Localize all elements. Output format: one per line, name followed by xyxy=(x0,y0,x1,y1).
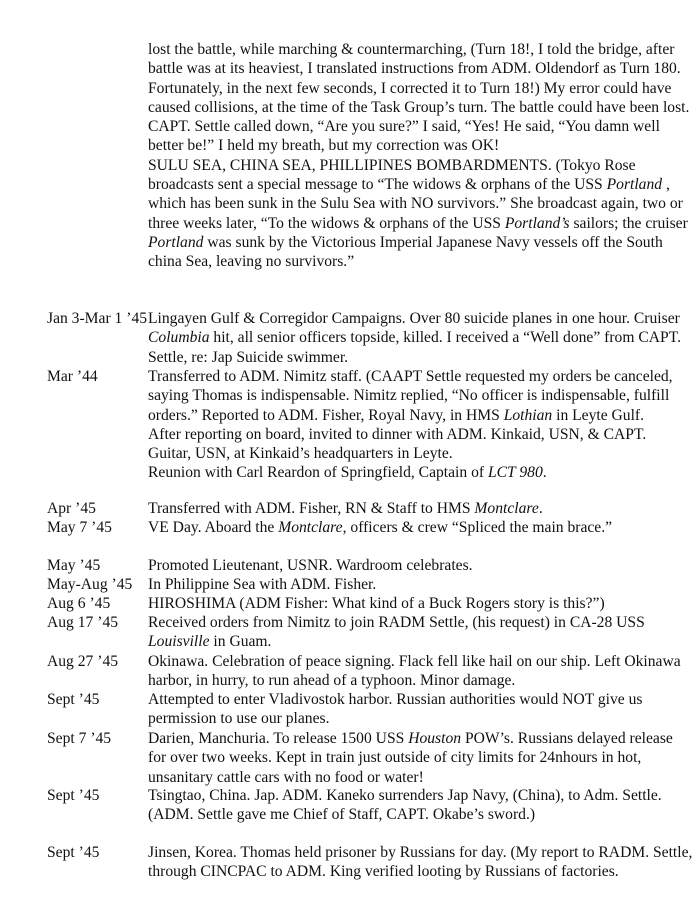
entry-text: In Philippine Sea with ADM. Fisher. xyxy=(148,576,377,593)
entry-text: Darien, Manchuria. To release 1500 USS Houston POW’s. Russians delayed release for over two weeks. Kept in train just outside of city limits for 24nhours in hot, unsanitary cattle cars with no food or water! xyxy=(148,730,673,786)
entry-date: May 7 ’45 xyxy=(47,519,112,536)
entry-date: Apr ’45 xyxy=(47,500,96,517)
entry-text: VE Day. Aboard the Montclare, officers & crew “Spliced the main brace.” xyxy=(148,519,613,536)
entry-text: After reporting on board, invited to dinner with ADM. Kinkaid, USN, & CAPT. Guitar, USN, at Kinkaid’s headquarters in Leyte. xyxy=(148,425,647,463)
entry-text: Transferred to ADM. Nimitz staff. (CAAPT Settle requested my orders be canceled, saying Thomas is indispensable. Nimitz replied, “No officer is indispensable, fulfill orders.” Reported to ADM. Fisher, Royal Navy, in HMS Lothian in Leyte Gulf. xyxy=(148,368,673,424)
entry-date: May ’45 xyxy=(47,557,101,574)
entry-date: Mar ’44 xyxy=(47,368,98,385)
entry-text: Attempted to enter Vladivostok harbor. Russian authorities would NOT give us permission to use our planes. xyxy=(148,691,643,728)
entry-text: Received orders from Nimitz to join RADM Settle, (his request) in CA-28 USS Louisville in Guam. xyxy=(148,614,645,651)
entry-text: Transferred with ADM. Fisher, RN & Staff to HMS Montclare. xyxy=(148,500,543,517)
entry-date: Jan 3-Mar 1 ’45 xyxy=(47,310,148,327)
entry-text: Okinawa. Celebration of peace signing. Flack fell like hail on our ship. Left Okinawa harbor, in hurry, to run ahead of a typhoon. Minor damage. xyxy=(148,653,681,690)
entry-text: Tsingtao, China. Jap. ADM. Kaneko surrenders Jap Navy, (China), to Adm. Settle. (ADM. Settle gave me Chief of Staff, CAPT. Okabe’s sword.) xyxy=(148,787,662,824)
entry-text: HIROSHIMA (ADM Fisher: What kind of a Buck Rogers story is this?”) xyxy=(148,595,605,612)
intro-block xyxy=(148,40,693,272)
intro-paragraph: SULU SEA, CHINA SEA, PHILLIPINES BOMBARDMENTS. (Tokyo Rose broadcasts sent a special message to “The widows & orphans of the USS Portland , which has been sunk in the Sulu Sea with NO survivors.” She broadcast again, two or three weeks later, “To the widows & orphans of the USS Portland’s sailors; the cruiser Portland was sunk by the Victorious Imperial Japanese Navy vessels off the South china Sea, leaving no survivors.” xyxy=(148,156,688,271)
entry-date: Sept ’45 xyxy=(47,787,100,804)
entry-date: Aug 6 ’45 xyxy=(47,595,111,612)
entry-text: Promoted Lieutenant, USNR. Wardroom celebrates. xyxy=(148,557,473,574)
entry-date: May-Aug ’45 xyxy=(47,576,133,593)
entry-date: Sept ’45 xyxy=(47,844,100,861)
entry-date: Aug 27 ’45 xyxy=(47,653,119,670)
entry-text: Reunion with Carl Reardon of Springfield, Captain of LCT 980. xyxy=(148,464,547,482)
entry-text: Lingayen Gulf & Corregidor Campaigns. Over 80 suicide planes in one hour. Cruiser Columbia hit, all senior officers topside, killed. I received a “Well done” from CAPT. Settle, re: Jap Suicide swimmer. xyxy=(148,310,681,366)
intro-paragraph: lost the battle, while marching & countermarching, (Turn 18!, I told the bridge, after battle was at its heaviest, I translated instructions from ADM. Oldendorf as Turn 180. Fortunately, in the next few seconds, I corrected it to Turn 18!) My error could have caused collisions, at the time of the Task Group’s turn. The battle could have been lost. CAPT. Settle called down, “Are you sure?” I said, “Yes! He said, “You damn well better be!” I held my breath, but my correction was OK! xyxy=(148,41,690,155)
entry-text: Jinsen, Korea. Thomas held prisoner by Russians for day. (My report to RADM. Settle, through CINCPAC to ADM. King verified looting by Russians of factories. xyxy=(148,844,693,881)
entry-date: Sept ’45 xyxy=(47,691,100,708)
entry-date: Aug 17 ’45 xyxy=(47,614,119,631)
entry-date: Sept 7 ’45 xyxy=(47,730,112,747)
